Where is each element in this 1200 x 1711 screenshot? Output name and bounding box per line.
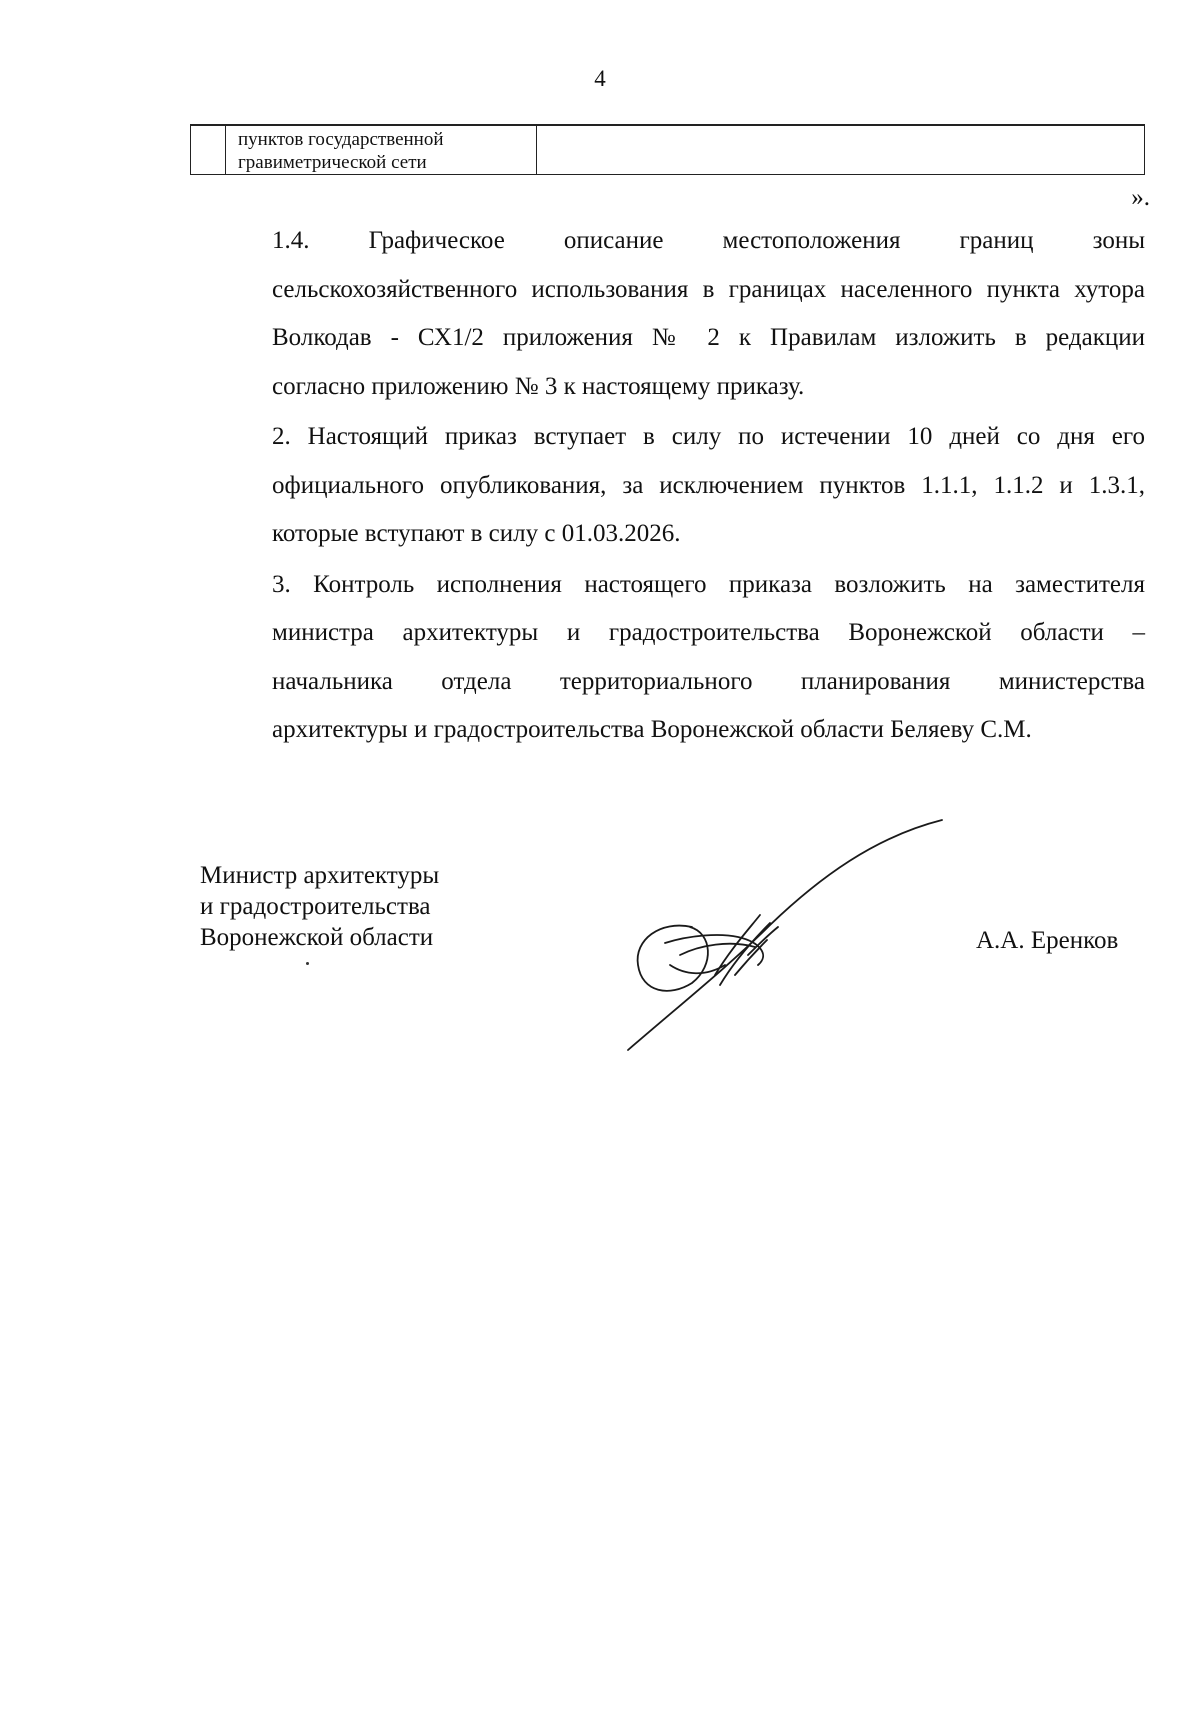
text-line: 1.4. Графическое описание местоположения границ зоны	[272, 227, 1145, 254]
table-cell-line: гравиметрической сети	[238, 152, 427, 173]
signer-position	[200, 860, 439, 953]
text-line: которые вступают в силу с 01.03.2026.	[272, 520, 681, 547]
text-line: начальника отдела территориального планирования министерства	[272, 667, 1145, 695]
text-line: архитектуры и градостроительства Воронежской области Беляеву С.М.	[272, 716, 1032, 743]
table-cell-line: пунктов государственной	[238, 129, 444, 150]
table-row	[191, 125, 1145, 175]
text-line: 3. Контроль исполнения настоящего приказа возложить на заместителя	[272, 570, 1145, 598]
text-line: официального опубликования, за исключением пунктов 1.1.1, 1.1.2 и 1.3.1,	[272, 471, 1145, 499]
signer-position-line: Министр архитектуры	[200, 862, 440, 889]
stray-dot	[306, 962, 309, 965]
text-line: Волкодав - СХ1/2 приложения № 2 к Правилам изложить в редакции	[272, 324, 1145, 351]
text-line: 2. Настоящий приказ вступает в силу по истечении 10 дней со дня его	[272, 423, 1145, 450]
table-cell-empty	[191, 125, 226, 175]
text-line: сельскохозяйственного использования в границах населенного пункта хутора	[272, 275, 1145, 303]
signer-position-line: Воронежской области	[200, 924, 434, 951]
table-cell-empty	[537, 125, 1145, 175]
paragraph-2	[202, 413, 1145, 559]
document-body	[202, 217, 1145, 757]
paragraph-3	[202, 561, 1145, 755]
paragraph-1-4	[202, 217, 1145, 411]
text-line: согласно приложению № 3 к настоящему приказу.	[272, 372, 805, 400]
text-line: министра архитектуры и градостроительства Воронежской области –	[272, 619, 1145, 646]
signer-name: А.А. Еренков	[976, 927, 1119, 954]
page-number: 4	[594, 66, 606, 91]
closing-quote: ».	[1131, 184, 1150, 211]
table-cell-text	[226, 125, 537, 175]
handwritten-signature	[620, 815, 950, 1055]
signer-position-line: и градостроительства	[200, 893, 431, 920]
table-fragment	[190, 124, 1145, 175]
